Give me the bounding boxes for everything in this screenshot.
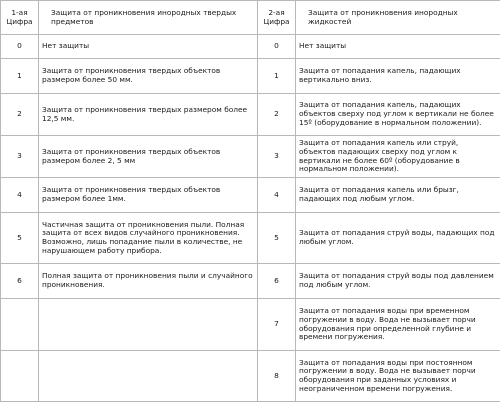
row-digit1: 6: [1, 264, 39, 299]
row-liquid-desc: Защита от попадания воды при временном погружении в воду. Вода не вызывает порчи оборудования при определенной глубине и времени погружения.: [296, 299, 500, 351]
row-solid-desc: Защита от проникновения твердых объектов размером более 50 мм.: [39, 59, 258, 94]
table-header-row: [1, 1, 500, 35]
row-digit1: 5: [1, 213, 39, 264]
row-digit2: 3: [258, 136, 296, 178]
row-digit1: 0: [1, 35, 39, 59]
row-digit2: 5: [258, 213, 296, 264]
row-solid-desc: Частичная защита от проникновения пыли. Полная защита от всех видов случайного проникновения. Возможно, лишь попадание пыли в количестве, не нарушающем работу прибора.: [39, 213, 258, 264]
row-solid-desc: Полная защита от проникновения пыли и случайного проникновения.: [39, 264, 258, 299]
row-solid-desc: Нет защиты: [39, 35, 258, 59]
row-liquid-desc: Нет защиты: [296, 35, 500, 59]
row-liquid-desc: Защита от попадания струй воды, падающих под любым углом.: [296, 213, 500, 264]
row-digit2: 4: [258, 178, 296, 213]
row-liquid-desc: Защита от попадания капель или струй, объектов падающих сверху под углом к вертикали не более 60º (оборудование в нормальном положении).: [296, 136, 500, 178]
row-digit1: 1: [1, 59, 39, 94]
row-solid-desc: Защита от проникновения твердых размером более 12,5 мм.: [39, 94, 258, 136]
header-solids: Защита от проникновения инородных твердых предметов: [39, 1, 258, 35]
row-digit1: 4: [1, 178, 39, 213]
row-digit2: 2: [258, 94, 296, 136]
table-row: [1, 136, 500, 178]
table-row: [1, 59, 500, 94]
table-row: [1, 178, 500, 213]
row-digit1: 3: [1, 136, 39, 178]
row-digit2: 0: [258, 35, 296, 59]
table-row: [1, 94, 500, 136]
header-digit2: 2-ая Цифра: [258, 1, 296, 35]
row-digit1: 2: [1, 94, 39, 136]
table-row: [1, 299, 500, 351]
row-digit2: 6: [258, 264, 296, 299]
row-liquid-desc: Защита от попадания капель, падающих вертикально вниз.: [296, 59, 500, 94]
row-solid-desc: Защита от проникновения твердых объектов размером более 2, 5 мм: [39, 136, 258, 178]
header-digit1: 1-ая Цифра: [1, 1, 39, 35]
row-digit1: [1, 351, 39, 402]
table-row: [1, 264, 500, 299]
row-digit2: 1: [258, 59, 296, 94]
row-digit1: [1, 299, 39, 351]
row-solid-desc: [39, 299, 258, 351]
row-digit2: 7: [258, 299, 296, 351]
row-solid-desc: [39, 351, 258, 402]
row-digit2: 8: [258, 351, 296, 402]
header-liquids: Защита от проникновения инородных жидкостей: [296, 1, 500, 35]
row-liquid-desc: Защита от попадания струй воды под давлением под любым углом.: [296, 264, 500, 299]
table-row: [1, 351, 500, 402]
table-row: [1, 213, 500, 264]
row-solid-desc: Защита от проникновения твердых объектов размером более 1мм.: [39, 178, 258, 213]
table-row: [1, 35, 500, 59]
row-liquid-desc: Защита от попадания капель, падающих объектов сверху под углом к вертикали не более 15º (оборудование в нормальном положении).: [296, 94, 500, 136]
row-liquid-desc: Защита от попадания капель или брызг, падающих под любым углом.: [296, 178, 500, 213]
row-liquid-desc: Защита от попадания воды при постоянном погружении в воду. Вода не вызывает порчи оборудования при заданных условиях и неограниченном времени погружения.: [296, 351, 500, 402]
